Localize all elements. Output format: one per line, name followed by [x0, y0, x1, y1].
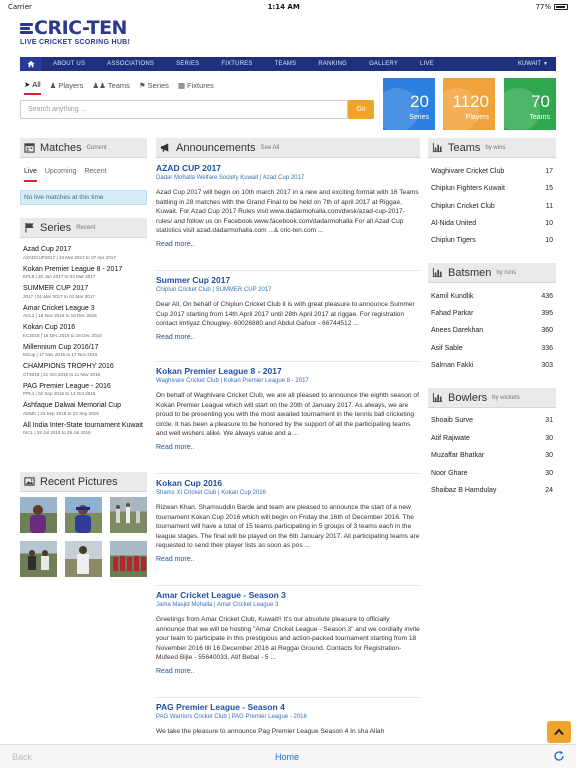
announcements-title: Announcements — [176, 141, 256, 154]
nav-gallery[interactable]: GALLERY — [369, 61, 399, 67]
divider — [156, 697, 420, 698]
bowler-rank-row[interactable]: Muzaffar Bhatkar 30 — [431, 452, 553, 459]
tab-live[interactable]: Live — [24, 168, 37, 182]
read-more-link[interactable]: Read more.. — [156, 443, 195, 451]
stat-teams-tile[interactable] — [504, 78, 556, 130]
bowlers-title: Bowlers — [448, 391, 488, 404]
announcement-item — [156, 702, 420, 737]
announcement-title[interactable]: AZAD CUP 2017 — [156, 163, 222, 173]
announcement-meta[interactable]: Shams XI Cricket Club | Kokan Cup 2016 — [156, 490, 266, 496]
send-icon: ➤ — [24, 80, 31, 89]
announcement-meta[interactable]: Waghivare Cricket Club | Kokan Premier League 8 - 2017 — [156, 378, 309, 384]
team-rank-row[interactable]: Chiplun Cricket Club 11 — [431, 203, 553, 210]
batsman-rank-row[interactable]: Anees Darekhan 360 — [431, 327, 553, 334]
bar-chart-icon — [432, 392, 443, 403]
announcement-item — [156, 163, 420, 248]
gallery-thumbnail[interactable] — [65, 497, 102, 533]
stat-players-tile[interactable] — [443, 78, 495, 130]
bowler-rank-row[interactable]: Noor Ghare 30 — [431, 470, 553, 477]
series-item[interactable]: CHAMPIONS TROPHY 2016 CT2016 | 21 Oct 2016 to 11 Nov 2016 — [23, 363, 114, 377]
matches-tabs — [24, 168, 107, 182]
refresh-icon[interactable] — [553, 750, 565, 762]
announcement-item — [156, 590, 420, 675]
announcement-body: We take the pleasure to announce Pag Premier League Season 4 In sha Allah — [156, 728, 385, 735]
stat-series-tile[interactable] — [383, 78, 435, 130]
battery-indicator — [535, 3, 568, 11]
announcement-body: Dear All, On behalf of Chiplun Cricket Club it is with great pleasure to announce Summer Cup 2017 starting from 14th April 2017 until 28th April 2017 at riggae. For registration contact Imtiyaz Chougley- 60026880 and Abdul Gafoor - 66744512 ... — [156, 301, 415, 328]
gallery-thumbnail[interactable] — [20, 541, 57, 577]
series-item[interactable]: Millennium Cup 2016/17 MCup | 17 Nov 2016 to 17 Nov 2016 — [23, 343, 99, 357]
scope-tab-series[interactable]: ⚑ Series — [138, 81, 169, 90]
country-label: KUWAIT — [517, 61, 542, 67]
search-input[interactable]: Search anything ... — [20, 100, 348, 119]
calendar-icon — [24, 142, 35, 153]
search-go-button[interactable]: Go — [348, 100, 374, 119]
stat-players-value: 1120 — [452, 92, 489, 111]
announcement-title[interactable]: Kokan Premier League 8 - 2017 — [156, 366, 282, 376]
bowler-rank-row[interactable]: Shoaib Surve 31 — [431, 417, 553, 424]
stat-series-value: 20 — [410, 92, 429, 111]
announcement-title[interactable]: Amar Cricket League - Season 3 — [156, 590, 286, 600]
nav-about-us[interactable]: ABOUT US — [53, 61, 86, 67]
logo-bars-icon — [20, 22, 33, 35]
scope-tab-teams[interactable]: ♟♟ Teams — [92, 81, 130, 90]
stat-teams-label: Teams — [529, 114, 550, 121]
country-selector[interactable] — [518, 61, 556, 67]
series-subtitle: Recent — [76, 224, 96, 231]
gallery-thumbnail[interactable] — [20, 497, 57, 533]
nav-ranking[interactable]: RANKING — [318, 61, 348, 67]
read-more-link[interactable]: Read more.. — [156, 240, 195, 248]
scope-tab-all[interactable]: ➤ All — [24, 80, 41, 95]
divider — [156, 361, 420, 362]
bullhorn-icon — [160, 142, 171, 153]
chevron-down-icon: ▼ — [543, 61, 548, 67]
gallery-thumbnail[interactable] — [65, 541, 102, 577]
matches-title: Matches — [40, 141, 82, 154]
tab-recent[interactable]: Recent — [84, 168, 107, 175]
back-button[interactable]: Back — [12, 751, 33, 762]
announcements-header — [156, 138, 420, 158]
series-item[interactable]: Amar Cricket League 3 ACL3 | 18 Nov 2016 to 16 Dec 2016 — [23, 304, 97, 318]
announcement-body: Azad Cup 2017 will begin on 10th march 2017 in a new and exciting format with 16 Teams battling in 28 matches with the Grand Final to be held on 7th of april 2017 at Riggae, Kuwait. For Azad Cup 2017 Rules visit www.dadarmohalla.com/dwsk/azad-cup-2017-rules/ and follow us on Facebook www.facebook.com/dadarmohalla For all Azad Cup statistics visit azad.dadarmohalla.com ...& cric-ten.com ... — [156, 189, 419, 235]
batsman-rank-row[interactable]: Asif Sable 336 — [431, 345, 553, 352]
user-icon: ♟ — [49, 81, 57, 90]
scope-tab-players[interactable]: ♟ Players — [49, 81, 84, 90]
teams-header — [428, 138, 556, 158]
batsman-rank-row[interactable]: Kamil Kundlik 436 — [431, 293, 553, 300]
series-item[interactable]: SUMMER CUP 2017 2017 | 01 Mar 2017 to 01 Mar 2017 — [23, 285, 95, 299]
bowlers-subtitle: by wickets — [492, 394, 520, 401]
pictures-header — [20, 472, 147, 492]
read-more-link[interactable]: Read more.. — [156, 555, 195, 563]
nav-fixtures[interactable]: FIXTURES — [221, 61, 253, 67]
announcement-body: Rizwan Khan, Shamsuddin Barde and team are pleased to announce the start of a new tournament Kokan Cup 2016 which will begin on Friday the 16th of December 2016. The tournament will have a total of 15 teams participating in 5 groups of 3 teams each in the league stages. The final will be played on the 6th January 2017. All participating teams are requested to send their player lists as soon as pos ... — [156, 504, 420, 550]
logo-text: CRIC-TEN — [34, 17, 127, 39]
divider — [156, 270, 420, 271]
announcement-item — [156, 366, 420, 451]
calendar-icon: ▦ — [177, 81, 186, 90]
clock: 1:14 AM — [267, 3, 300, 11]
nav-live[interactable]: LIVE — [420, 61, 434, 67]
announcement-meta[interactable]: PAG Warriors Cricket Club | PAG Premier League - 2016 — [156, 714, 307, 720]
matches-header — [20, 138, 147, 158]
series-item[interactable]: Ashfaque Dalwai Memorial Cup ADMC | 23 Sep 2016 to 23 Sep 2016 — [23, 402, 122, 416]
search-scope-tabs — [24, 80, 214, 95]
team-rank-row[interactable]: Chiplun Fighters Kuwait 15 — [431, 185, 553, 192]
announcement-item — [156, 478, 420, 563]
gallery-thumbnail[interactable] — [110, 497, 147, 533]
announcement-meta[interactable]: Chiplun Cricket Club | SUMMER CUP 2017 — [156, 287, 272, 293]
browser-toolbar — [0, 744, 576, 768]
bar-chart-icon — [432, 267, 443, 278]
home-button[interactable]: Home — [275, 751, 300, 762]
divider — [156, 585, 420, 586]
battery-icon — [554, 4, 568, 10]
nav-series[interactable]: SERIES — [176, 61, 200, 67]
series-item[interactable]: Kokan Cup 2016 KC2016 | 16 Dec 2016 to 16 Dec 2016 — [23, 324, 102, 338]
main-nav — [20, 57, 556, 71]
stat-teams-value: 70 — [531, 92, 550, 111]
image-icon — [24, 476, 35, 487]
battery-percent: 77% — [535, 3, 551, 11]
status-bar — [0, 0, 576, 14]
teams-title: Teams — [448, 141, 481, 154]
tab-upcoming[interactable]: Upcoming — [44, 168, 77, 175]
bowlers-header — [428, 388, 556, 408]
series-title: Series — [40, 221, 72, 234]
carrier-label: Carrier — [8, 3, 32, 11]
batsmen-subtitle: by runs — [496, 269, 517, 276]
see-all-link[interactable]: See All — [260, 144, 280, 151]
batsmen-header — [428, 263, 556, 283]
series-item[interactable]: All India Inter-State tournament Kuwait ISCL | 28 Jul 2016 to 29 Jul 2016 — [23, 421, 143, 435]
nav-associations[interactable]: ASSOCIATIONS — [107, 61, 155, 67]
users-icon: ♟♟ — [92, 81, 106, 90]
announcement-item — [156, 275, 420, 341]
team-rank-row[interactable]: Waghivare Cricket Club 17 — [431, 168, 553, 175]
series-item[interactable]: PAG Premier League - 2016 PPL4 | 02 Sep 2016 to 14 Oct 2016 — [23, 382, 111, 396]
batsmen-title: Batsmen — [448, 266, 492, 279]
series-item[interactable]: Kokan Premier League 8 - 2017 KPL8 | 20 Jan 2017 to 03 Mar 2017 — [23, 265, 123, 279]
stat-players-label: Players — [465, 114, 489, 121]
announcement-body: Greetings from Amar Cricket Club, Kuwait!! It's our absolute pleasure to officially announce that we will be hosting "Amar Cricket League - Season 3" and we cordially invite your team to participate in this prestigious and action-packed tournament starting from 18 November 2016 till 16 December 2016 at Reggai Ground. Contacts for Registration- Mufeed Bijle - 55640033, Atif Bebal - 5 ... — [156, 616, 420, 662]
teams-subtitle: by wins — [485, 144, 506, 151]
announcement-meta[interactable]: Jama Masjid Mohalla | Amar Cricket League 3 — [156, 602, 279, 608]
no-live-matches-alert: No live matches at this time — [20, 190, 147, 205]
batsman-rank-row[interactable]: Salman Fakki 303 — [431, 362, 553, 369]
team-rank-row[interactable]: Chiplun Tigers 10 — [431, 237, 553, 244]
series-header — [20, 218, 147, 238]
announcement-title[interactable]: PAG Premier League - Season 4 — [156, 702, 285, 712]
matches-subtitle: Current — [86, 144, 107, 151]
home-icon[interactable] — [20, 57, 42, 71]
series-list — [23, 246, 148, 441]
scroll-to-top-button[interactable] — [547, 721, 571, 743]
nav-teams[interactable]: TEAMS — [274, 61, 297, 67]
flag-icon — [24, 222, 35, 233]
stat-series-label: Series — [409, 114, 429, 121]
read-more-link[interactable]: Read more.. — [156, 667, 195, 675]
pictures-title: Recent Pictures — [40, 475, 118, 488]
bar-chart-icon — [432, 142, 443, 153]
batsman-rank-row[interactable]: Fahad Parkar 395 — [431, 310, 553, 317]
gallery-thumbnail[interactable] — [110, 541, 147, 577]
bowler-rank-row[interactable]: Atif Rajiwate 30 — [431, 435, 553, 442]
announcement-meta[interactable]: Dadar Mohalla Welfare Society Kuwait | Azad Cup 2017 — [156, 175, 305, 181]
read-more-link[interactable]: Read more.. — [156, 333, 195, 341]
divider — [156, 473, 420, 474]
announcement-title[interactable]: Kokan Cup 2016 — [156, 478, 223, 488]
logo-tagline: LIVE CRICKET SCORING HUB! — [20, 39, 131, 46]
team-rank-row[interactable]: Al-Nida United 10 — [431, 220, 553, 227]
chevron-up-icon — [554, 728, 564, 736]
announcement-body: On behalf of Waghivare Cricket Club, we are all pleased to announce the eighth season of Kokan Premier League which will start on the 20th of January 2017. As always, we are proud to be presenting you with the most awaited tournament in the tennis ball cricketing circle. It has been a pleasure to be honored by the support of all the participating teams and well wishers alike. We always value and a ... — [156, 392, 419, 438]
bowler-rank-row[interactable]: Shaibaz B Hamdulay 24 — [431, 487, 553, 494]
scope-tab-fixtures[interactable]: ▦ Fixtures — [177, 81, 214, 90]
announcement-title[interactable]: Summer Cup 2017 — [156, 275, 231, 285]
flag-icon: ⚑ — [138, 81, 146, 90]
series-item[interactable]: Azad Cup 2017 AZADCUP2017 | 10 Mar 2017 to 07 Apr 2017 — [23, 246, 116, 260]
site-logo[interactable] — [20, 18, 160, 46]
